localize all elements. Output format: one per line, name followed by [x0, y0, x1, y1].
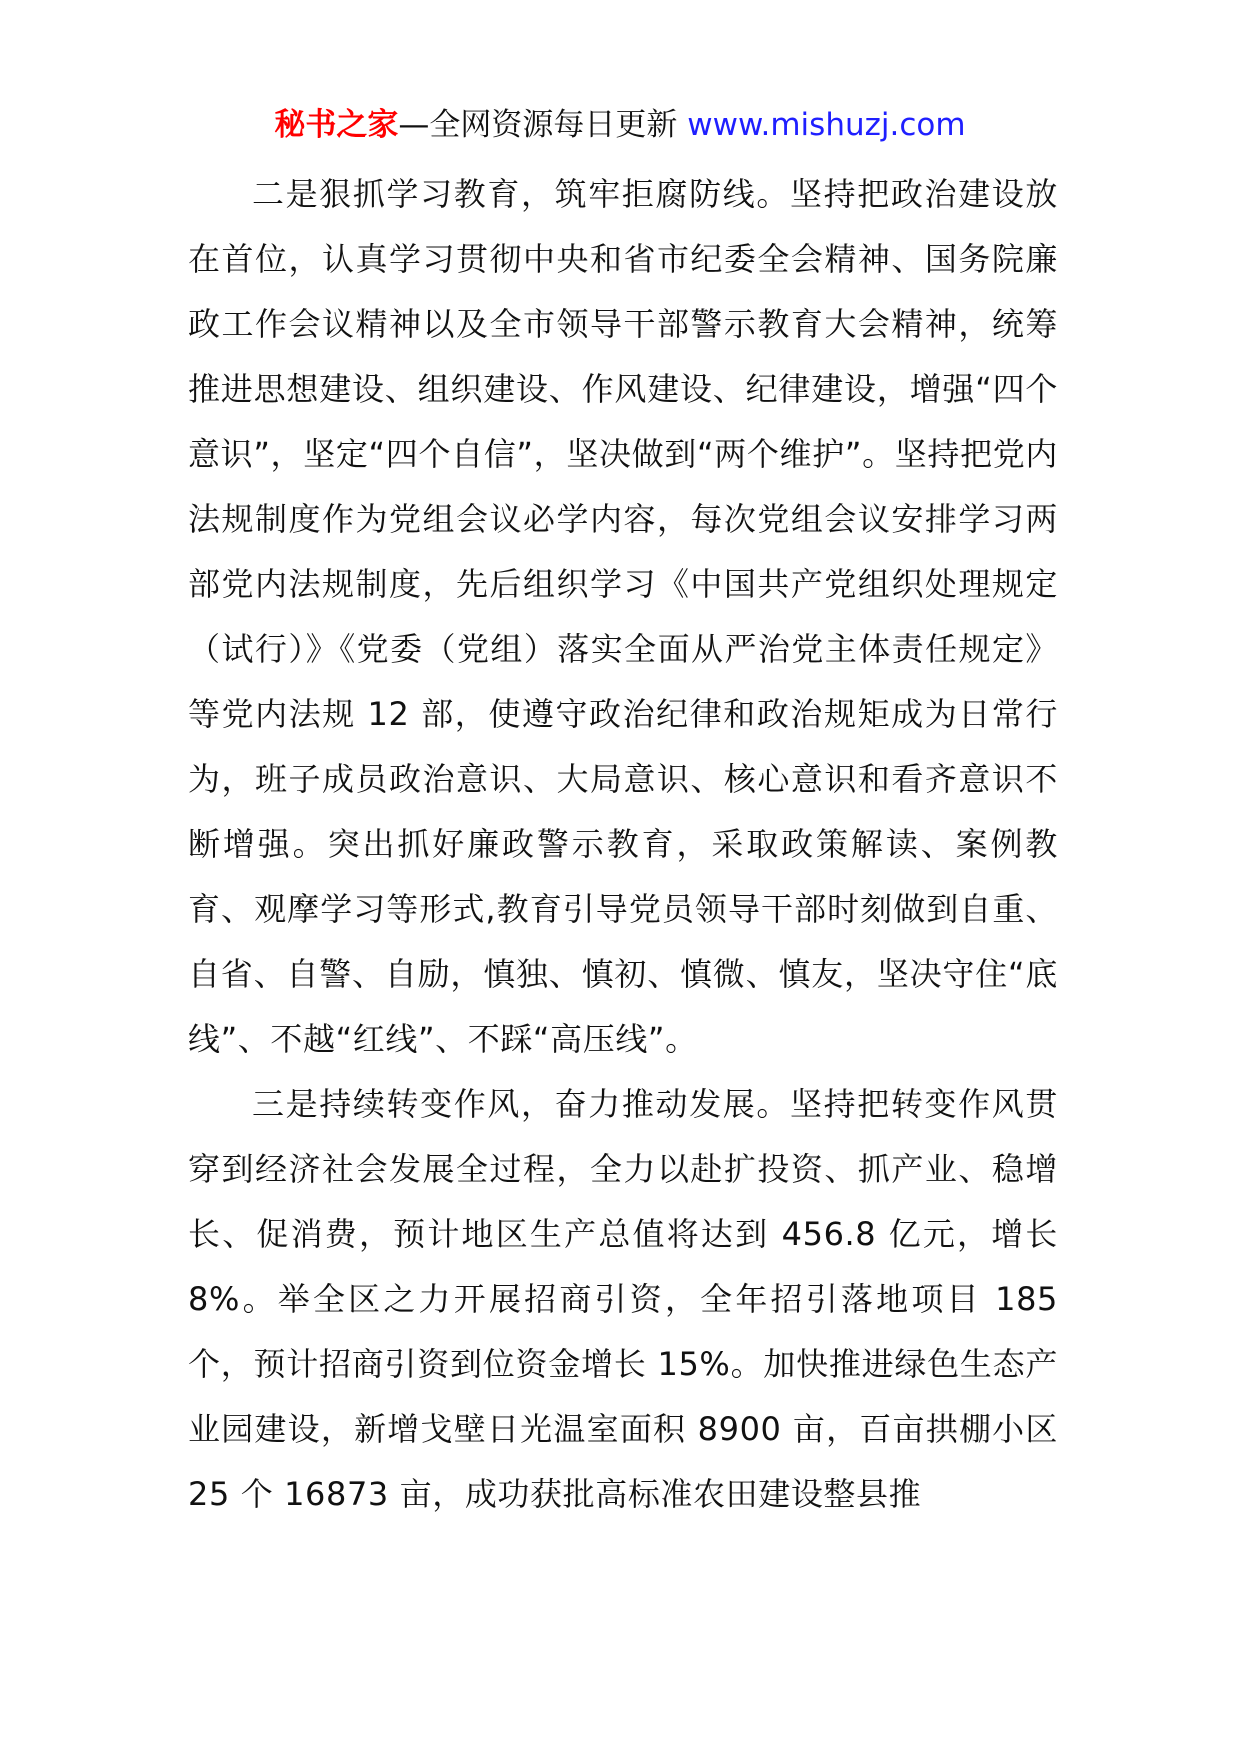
- brand-name: 秘书之家: [274, 107, 399, 143]
- page-header: [0, 103, 1240, 147]
- paragraph-work-style: 三是持续转变作风，奋力推动发展。坚持把转变作风贯穿到经济社会发展全过程，全力以赴扩投资、抓产业、稳增长、促消费，预计地区生产总值将达到 456.8 亿元，增长 8%。举全区之力开展招商引资，全年招引落地项目 185 个，预计招商引资到位资金增长 15%。加快推进绿色生态产业园建设，新增戈壁日光温室面积 8900 亩，百亩拱棚小区 25 个 16873 亩，成功获批高标准农田建设整县推: [188, 1085, 1058, 1513]
- document-body: [188, 162, 1058, 1527]
- site-url-link[interactable]: www.mishuzj.com: [687, 107, 966, 143]
- header-tagline: —全网资源每日更新: [398, 107, 688, 143]
- paragraph-study-education: 二是狠抓学习教育，筑牢拒腐防线。坚持把政治建设放在首位，认真学习贯彻中央和省市纪委全会精神、国务院廉政工作会议精神以及全市领导干部警示教育大会精神，统筹推进思想建设、组织建设、作风建设、纪律建设，增强“四个意识”，坚定“四个自信”，坚决做到“两个维护”。坚持把党内法规制度作为党组会议必学内容，每次党组会议安排学习两部党内法规制度，先后组织学习《中国共产党组织处理规定（试行）》《党委（党组）落实全面从严治党主体责任规定》等党内法规 12 部，使遵守政治纪律和政治规矩成为日常行为，班子成员政治意识、大局意识、核心意识和看齐意识不断增强。突出抓好廉政警示教育，采取政策解读、案例教育、观摩学习等形式,教育引导党员领导干部时刻做到自重、自省、自警、自励，慎独、慎初、慎微、慎友，坚决守住“底线”、不越“红线”、不踩“高压线”。: [188, 175, 1058, 1058]
